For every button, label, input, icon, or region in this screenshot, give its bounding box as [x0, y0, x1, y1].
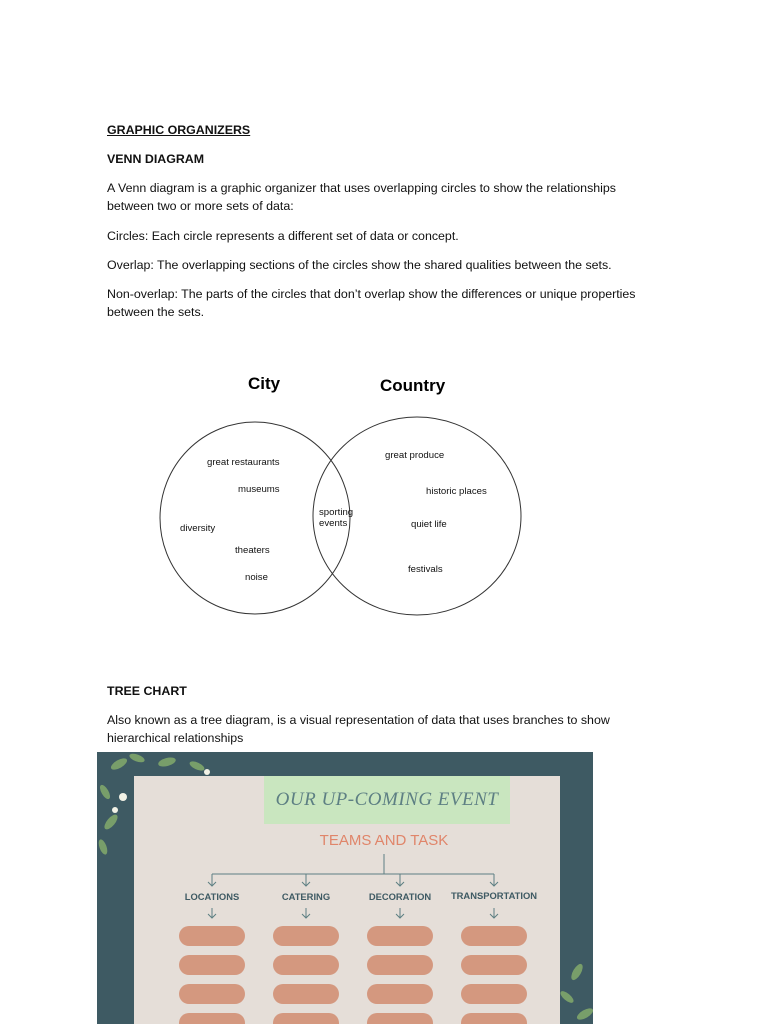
task-pill [461, 984, 527, 1004]
task-pill [273, 926, 339, 946]
country-title: Country [380, 376, 446, 395]
venn-section-title: VENN DIAGRAM [107, 152, 205, 166]
task-pill [179, 955, 245, 975]
task-pill [367, 955, 433, 975]
task-pill [461, 955, 527, 975]
nonoverlap-definition-line-2: between the sets. [107, 305, 205, 319]
task-pill [367, 1013, 433, 1024]
overlap-definition: Overlap: The overlapping sections of the circles show the shared qualities between the sets. [107, 258, 612, 272]
city-item: museums [238, 484, 280, 495]
column-label-transportation: TRANSPORTATION [450, 890, 538, 901]
shared-item: sporting [319, 507, 354, 518]
tree-intro-line-2: hierarchical relationships [107, 731, 244, 745]
venn-intro-line-2: between two or more sets of data: [107, 199, 294, 213]
shared-item: events [319, 518, 348, 529]
task-pill [367, 984, 433, 1004]
city-title: City [248, 374, 281, 393]
task-pill [273, 984, 339, 1004]
column-label-catering: CATERING [281, 891, 331, 902]
task-pill [179, 926, 245, 946]
event-banner: OUR UP-COMING EVENT [264, 776, 510, 824]
city-item: noise [245, 572, 268, 583]
venn-diagram [140, 360, 560, 650]
tree-section-title: TREE CHART [107, 684, 187, 698]
country-item: quiet life [411, 519, 447, 530]
teams-subtitle: TEAMS AND TASK [319, 832, 449, 849]
venn-circles [140, 360, 560, 650]
country-item: festivals [408, 564, 443, 575]
city-item: theaters [235, 545, 270, 556]
country-item: great produce [385, 450, 445, 461]
nonoverlap-definition-line-1: Non-overlap: The parts of the circles that don’t overlap show the differences or unique properties [107, 287, 636, 301]
column-label-decoration: DECORATION [368, 891, 432, 902]
column-label-locations: LOCATIONS [184, 891, 240, 902]
city-item: diversity [180, 523, 216, 534]
venn-intro-line-1: A Venn diagram is a graphic organizer that uses overlapping circles to show the relationships [107, 181, 616, 195]
task-pill [179, 984, 245, 1004]
task-pill [461, 926, 527, 946]
task-pill [273, 955, 339, 975]
task-pill [367, 926, 433, 946]
task-pill [179, 1013, 245, 1024]
city-item: great restaurants [207, 457, 280, 468]
country-item: historic places [426, 486, 487, 497]
tree-chart-image [97, 752, 593, 1024]
page-heading: GRAPHIC ORGANIZERS [107, 123, 251, 137]
task-pill [273, 1013, 339, 1024]
task-pill [461, 1013, 527, 1024]
tree-chart-panel [134, 776, 560, 1024]
circles-definition: Circles: Each circle represents a different set of data or concept. [107, 229, 459, 243]
tree-intro-line-1: Also known as a tree diagram, is a visual representation of data that uses branches to show [107, 713, 610, 727]
